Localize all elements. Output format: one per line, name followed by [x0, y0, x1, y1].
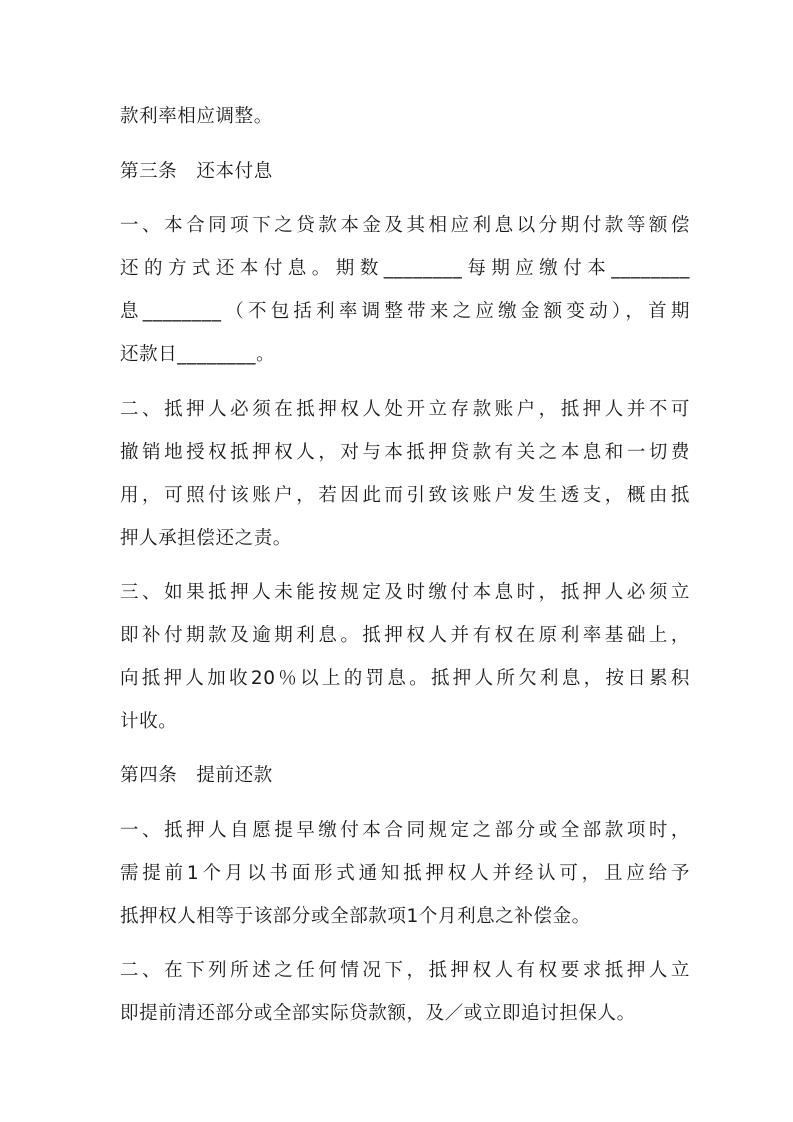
paragraph-line: 还款日________。: [120, 344, 276, 365]
paragraph-line: 计收。: [120, 711, 178, 732]
paragraph-line: 即提前清还部分或全部实际贷款额，及／或立即追讨担保人。: [120, 1003, 636, 1024]
paragraph-line: 抵押权人相等于该部分或全部款项1个月利息之补偿金。: [120, 906, 591, 927]
paragraph-line: 需提前1个月以书面形式通知抵押权人并经认可，且应给予: [120, 863, 690, 884]
paragraph-line: 撤销地授权抵押权人，对与本抵押贷款有关之本息和一切费: [120, 442, 690, 463]
paragraph-line: 押人承担偿还之责。: [120, 528, 292, 549]
paragraph-line: 二、抵押人必须在抵押权人处开立存款账户，抵押人并不可: [120, 399, 690, 420]
paragraph-line: 款利率相应调整。: [120, 106, 273, 127]
paragraph-line: 即补付期款及逾期利息。抵押权人并有权在原利率基础上，: [120, 625, 690, 646]
paragraph-line: 息________（不包括利率调整带来之应缴金额变动），首期: [120, 301, 690, 322]
paragraph-line: 还的方式还本付息。期数________每期应缴付本________: [120, 258, 690, 279]
paragraph-line: 用，可照付该账户，若因此而引致该账户发生透支，概由抵: [120, 485, 690, 506]
paragraph-line: 二、在下列所述之任何情况下，抵押权人有权要求抵押人立: [120, 960, 690, 981]
section-heading-article-3: 第三条 还本付息: [120, 161, 273, 182]
paragraph-line: 一、抵押人自愿提早缴付本合同规定之部分或全部款项时，: [120, 820, 690, 841]
paragraph-line: 向抵押人加收20％以上的罚息。抵押人所欠利息，按日累积: [120, 668, 690, 689]
paragraph-line: 一、本合同项下之贷款本金及其相应利息以分期付款等额偿: [120, 215, 690, 236]
section-heading-article-4: 第四条 提前还款: [120, 765, 273, 786]
paragraph-line: 三、如果抵押人未能按规定及时缴付本息时，抵押人必须立: [120, 582, 690, 603]
